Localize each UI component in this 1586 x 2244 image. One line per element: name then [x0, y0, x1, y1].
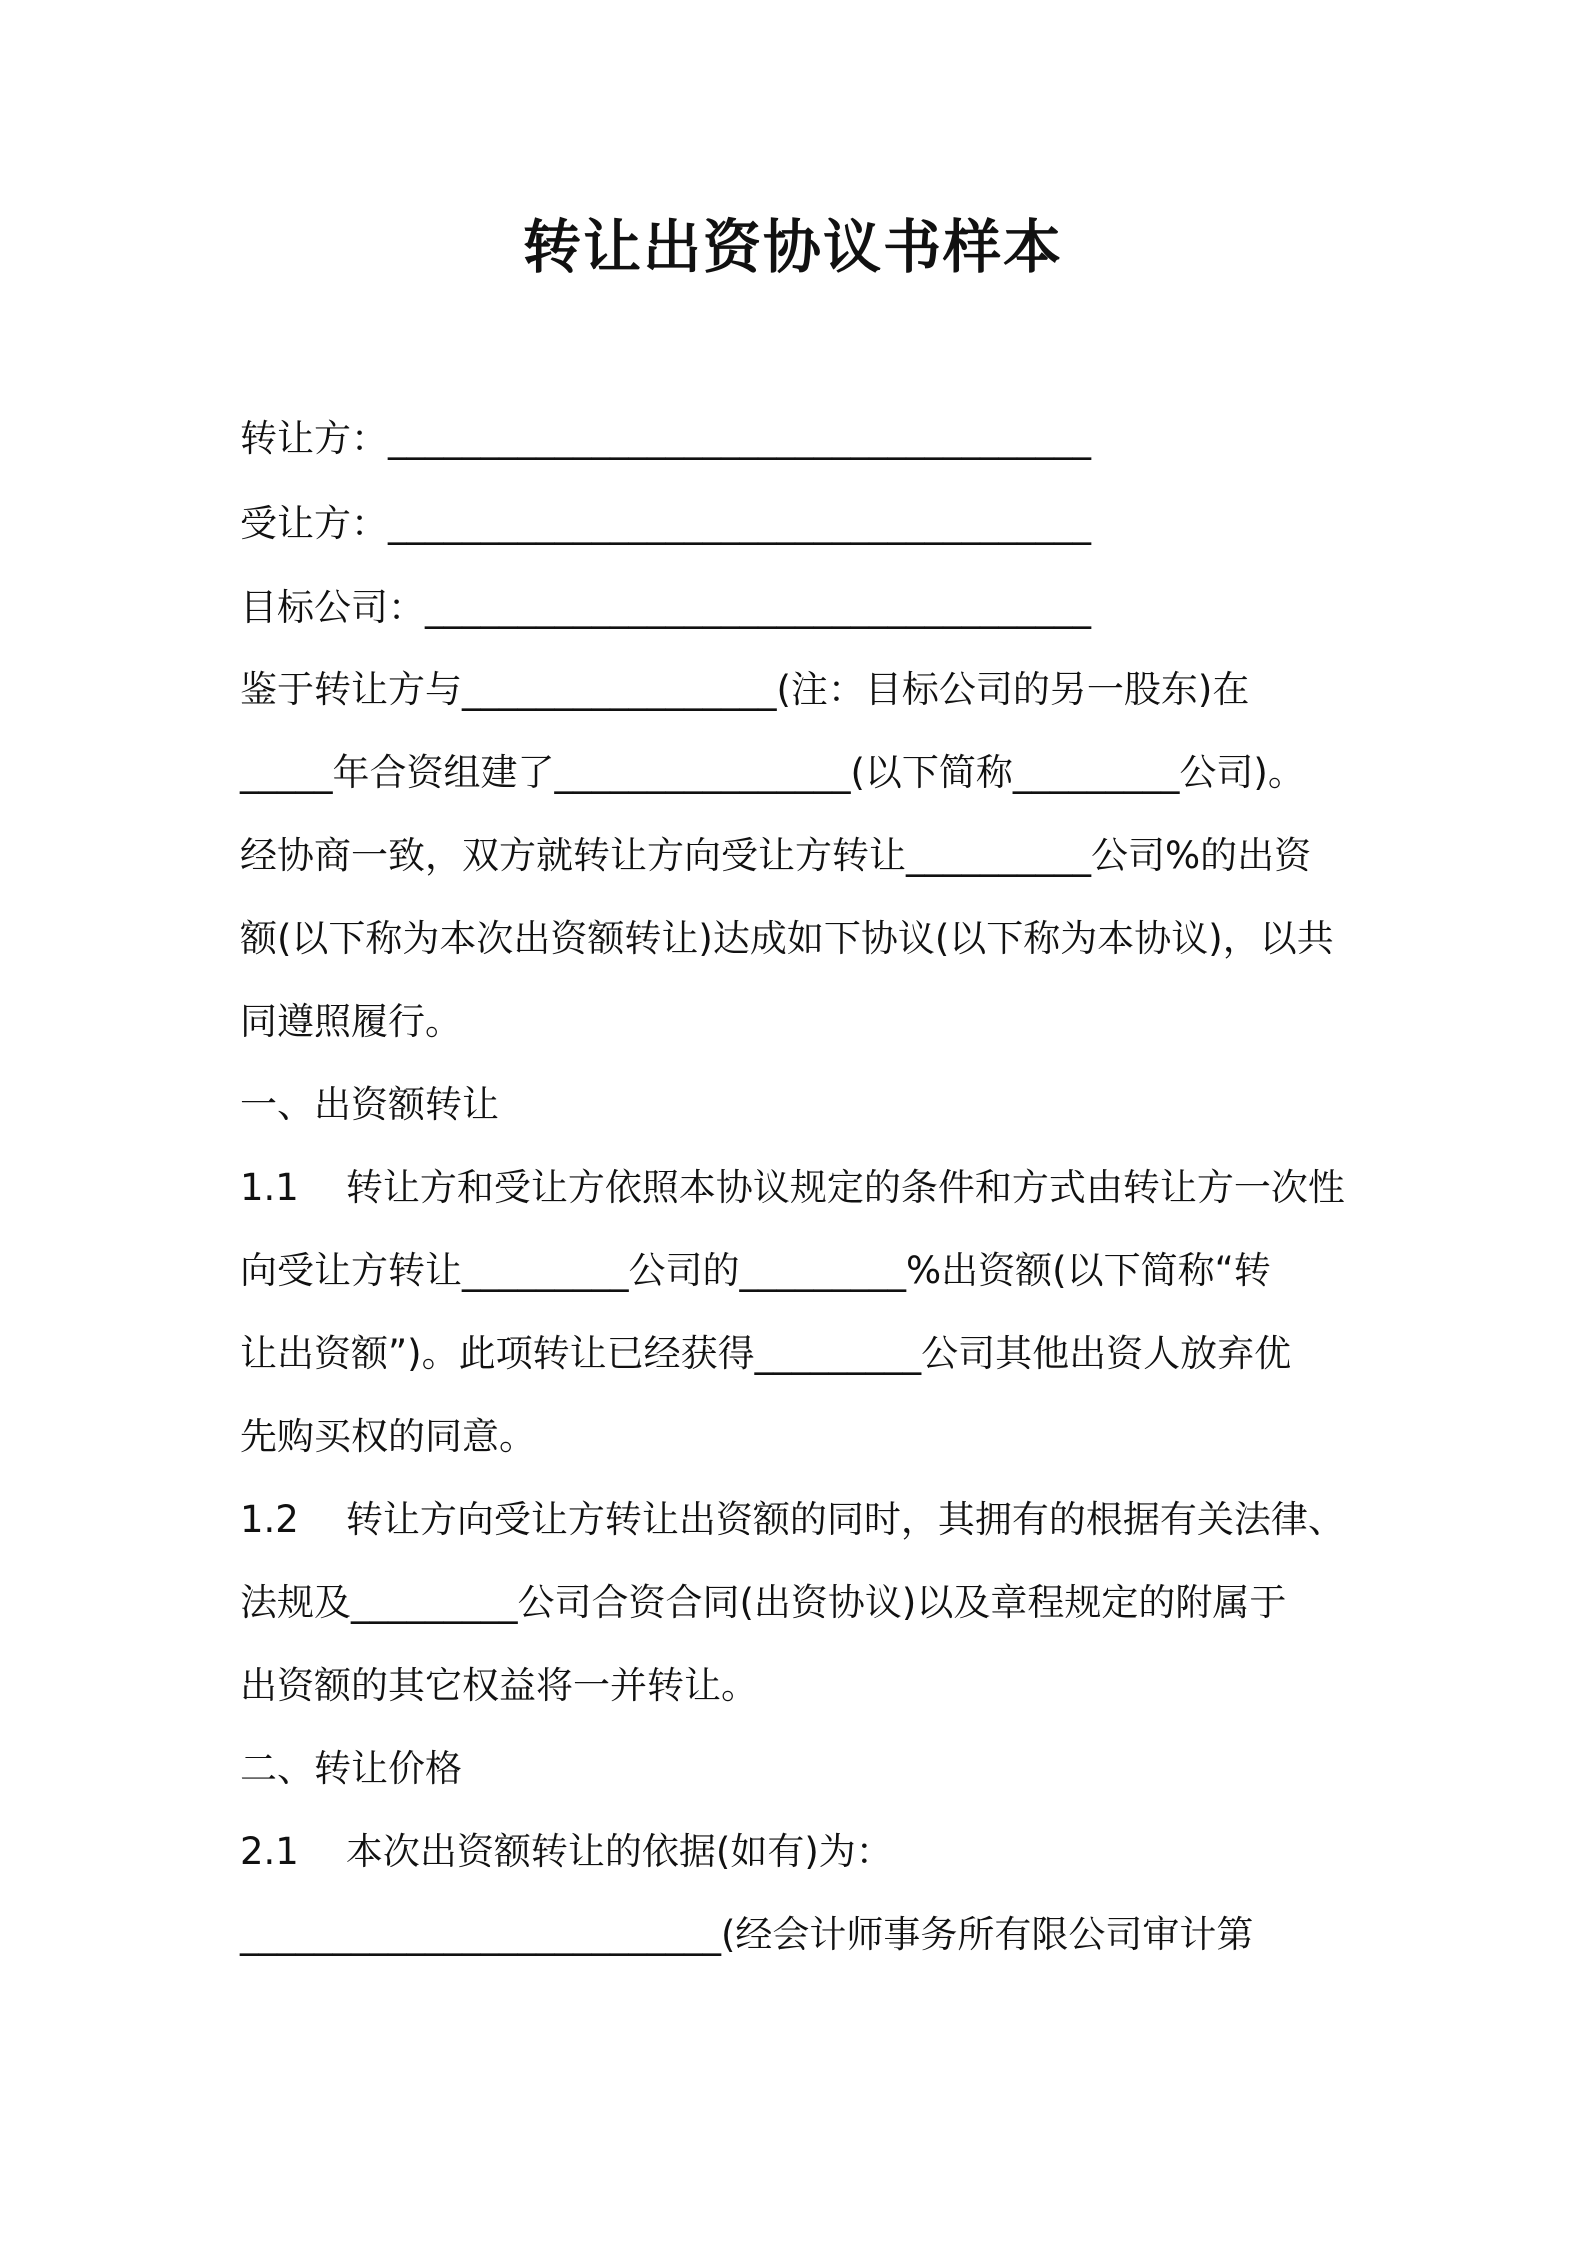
- preamble-line: 经协商一致，双方就转让方向受让方转让__________公司%的出资: [240, 834, 1312, 877]
- section-heading: 一、出资额转让: [240, 1083, 499, 1126]
- clause-line: 1.2 转让方向受让方转让出资额的同时，其拥有的根据有关法律、: [240, 1498, 1345, 1541]
- clause-line: 法规及_________公司合资合同(出资协议)以及章程规定的附属于: [240, 1581, 1287, 1624]
- clause-line: 1.1 转让方和受让方依照本协议规定的条件和方式由转让方一次性: [240, 1166, 1345, 1209]
- preamble-line: 额(以下称为本次出资额转让)达成如下协议(以下称为本协议)，以共: [240, 917, 1334, 960]
- preamble-line: 鉴于转让方与_________________(注：目标公司的另一股东)在: [240, 668, 1250, 711]
- clause-line: __________________________(经会计师事务所有限公司审计第: [240, 1913, 1254, 1956]
- preamble-line: 同遵照履行。: [240, 1000, 462, 1043]
- clause-line: 先购买权的同意。: [240, 1415, 536, 1458]
- document-title: 转让出资协议书样本: [522, 213, 1063, 281]
- target-company-line: 目标公司：____________________________________: [240, 586, 1091, 629]
- clause-line: 2.1 本次出资额转让的依据(如有)为：: [240, 1830, 893, 1873]
- transferee-line: 受让方：______________________________________: [240, 502, 1091, 545]
- preamble-line: _____年合资组建了________________(以下简称_________公司)。: [240, 751, 1305, 794]
- section-heading: 二、转让价格: [240, 1747, 462, 1790]
- transferor-line: 转让方：______________________________________: [240, 417, 1091, 460]
- clause-line: 出资额的其它权益将一并转让。: [240, 1664, 758, 1707]
- clause-line: 让出资额”)。此项转让已经获得_________公司其他出资人放弃优: [240, 1332, 1292, 1375]
- clause-line: 向受让方转让_________公司的_________%出资额(以下简称“转: [240, 1249, 1271, 1292]
